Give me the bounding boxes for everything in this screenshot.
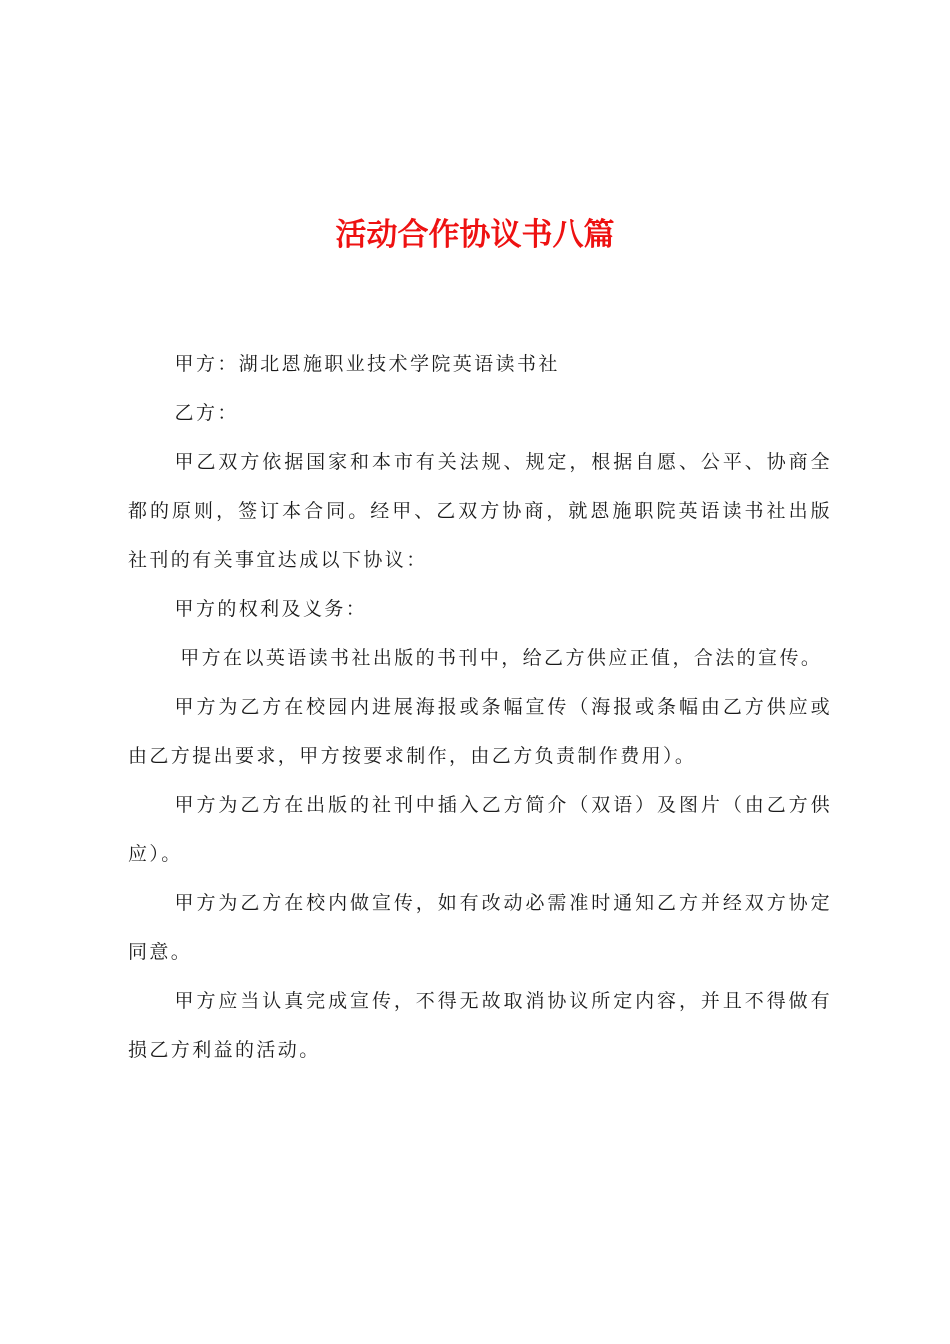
paragraph-preamble: 甲乙双方依据国家和本市有关法规、规定，根据自愿、公平、协商全都的原则，签订本合同。经甲、乙双方协商，就恩施职院英语读书社出版社刊的有关事宜达成以下协议： xyxy=(128,451,832,571)
paragraph-clause-5: 甲方应当认真完成宣传，不得无故取消协议所定内容，并且不得做有损乙方利益的活动。 xyxy=(128,990,832,1061)
paragraph-clause-1: 甲方在以英语读书社出版的书刊中，给乙方供应正值，合法的宣传。 xyxy=(180,647,823,669)
paragraph-party-a: 甲方：湖北恩施职业技术学院英语读书社 xyxy=(174,353,560,375)
paragraph-section-heading: 甲方的权利及义务： xyxy=(174,598,368,620)
paragraph-clause-2: 甲方为乙方在校园内进展海报或条幅宣传（海报或条幅由乙方供应或由乙方提出要求，甲方按要求制作，由乙方负责制作费用）。 xyxy=(128,696,832,767)
paragraph-clause-4: 甲方为乙方在校内做宣传，如有改动必需准时通知乙方并经双方协定同意。 xyxy=(128,892,832,963)
paragraph-clause-3: 甲方为乙方在出版的社刊中插入乙方简介（双语）及图片（由乙方供应）。 xyxy=(128,794,832,865)
document-title: 活动合作协议书八篇 xyxy=(335,217,615,253)
document-body xyxy=(128,340,832,1075)
paragraph-party-b: 乙方： xyxy=(174,402,239,424)
